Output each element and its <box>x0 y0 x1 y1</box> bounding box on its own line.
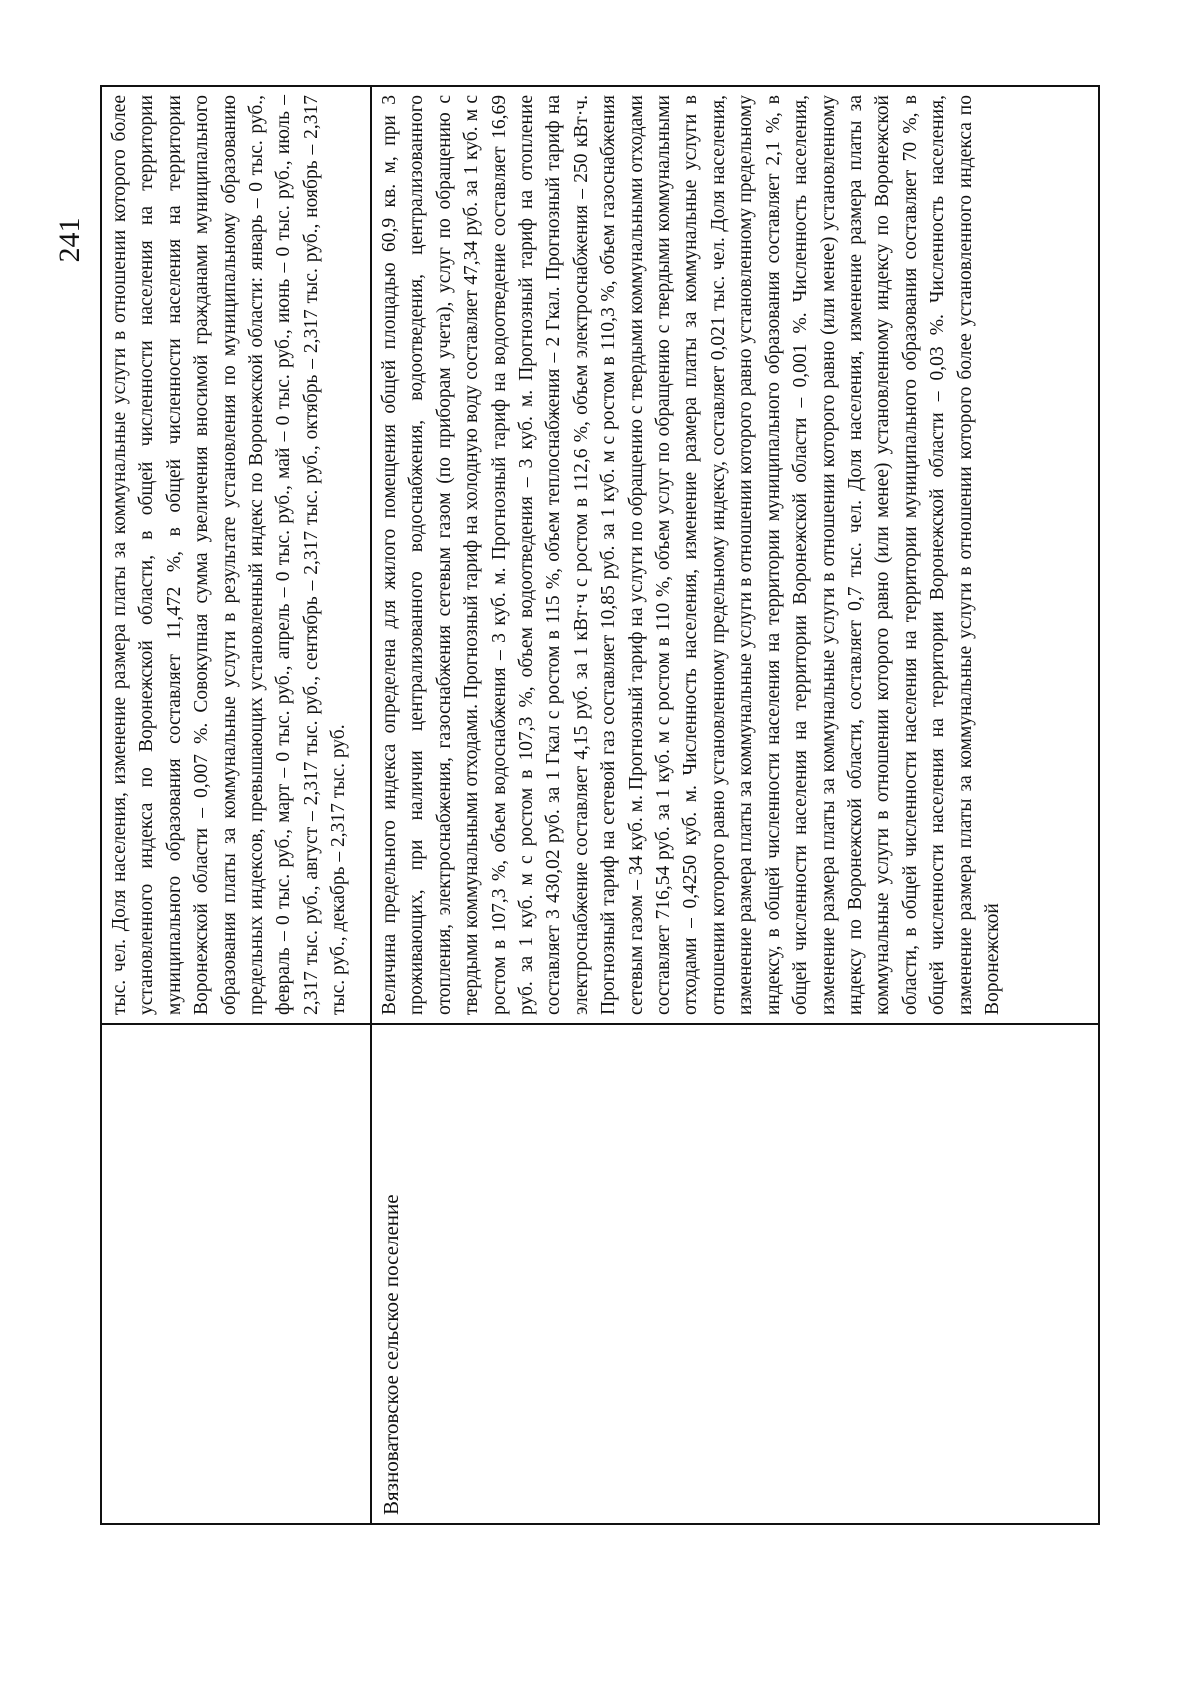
municipality-name-cell <box>102 1023 370 1523</box>
document-table-wrapper <box>100 85 1100 1525</box>
municipality-name-cell: Вязноватовское сельское поселение <box>372 1023 1098 1523</box>
table-row <box>102 87 372 1523</box>
index-description-cell: тыс. чел. Доля населения, изменение размера платы за коммунальные услуги в отношении которого более установленного индекса по Воронежской области, в общей численности населения на территории муниципального образования составляет 11,472 %, в общей численности населения на территории Воронежской области – 0,007 %. Совокупная сумма увеличения вносимой гражданами муниципального образования платы за коммунальные услуги в результате установления по муниципальному образованию предельных индексов, превышающих установленный индекс по Воронежской области: январь – 0 тыс. руб., февраль – 0 тыс. руб., март – 0 тыс. руб., апрель – 0 тыс. руб., май – 0 тыс. руб., июнь – 0 тыс. руб., июль – 2,317 тыс. руб., август – 2,317 тыс. руб., сентябрь – 2,317 тыс. руб., октябрь – 2,317 тыс. руб., ноябрь – 2,317 тыс. руб., декабрь – 2,317 тыс. руб. <box>109 95 350 1015</box>
index-description-cell: Величина предельного индекса определена для жилого помещения общей площадью 60,9 кв. м, при 3 проживающих, при наличии централизованного водоснабжения, водоотведения, централизованного отопления, электроснабжения, газоснабжения сетевым газом (по приборам учета), услуг по обращению с твердыми коммунальными отходами. Прогнозный тариф на холодную воду составляет 47,34 руб. за 1 куб. м с ростом в 107,3 %, объем водоснабжения – 3 куб. м. Прогнозный тариф на водоотведение составляет 16,69 руб. за 1 куб. м с ростом в 107,3 %, объем водоотведения – 3 куб. м. Прогнозный тариф на отопление составляет 3 430,02 руб. за 1 Гкал с ростом в 115 %, объем теплоснабжения – 2 Гкал. Прогнозный тариф на электроснабжение составляет 4,15 руб. за 1 кВт·ч с ростом в 112,6 %, объем электроснабжения – 250 кВт·ч. Прогнозный тариф на сетевой газ составляет 10,85 руб. за 1 куб. м с ростом в 110,3 %, объем газоснабжения сетевым газом – 34 куб. м. Прогнозный тариф на услуги по обращению с твердыми коммунальными отходами составляет 716,54 руб. за 1 куб. м с ростом в 110 %, объем услуг по обращению с твердыми коммунальными отходами – 0,4250 куб. м. Численность населения, изменение размера платы за коммунальные услуги в отношении которого равно установленному предельному индексу, составляет 0,021 тыс. чел. Доля населения, изменение размера платы за коммунальные услуги в отношении которого равно установленному предельному индексу, в общей численности населения на территории муниципального образования составляет 2,1 %, в общей численности населения на территории Воронежской области – 0,001 %. Численность населения, изменение размера платы за коммунальные услуги в отношении которого равно (или менее) установленному индексу по Воронежской области, составляет 0,7 тыс. чел. Доля населения, изменение размера платы за коммунальные услуги в отношении которого равно (или менее) установленному индексу по Воронежской области, в общей численности населения на территории муниципального образования составляет 70 %, в общей численности населения на территории Воронежской области – 0,03 %. Численность населения, изменение размера платы за коммунальные услуги в отношении которого более установленного индекса по Воронежской <box>379 95 1003 1015</box>
page-number: 241 <box>53 217 86 263</box>
document-table <box>100 85 1100 1525</box>
table-row <box>372 87 1098 1523</box>
